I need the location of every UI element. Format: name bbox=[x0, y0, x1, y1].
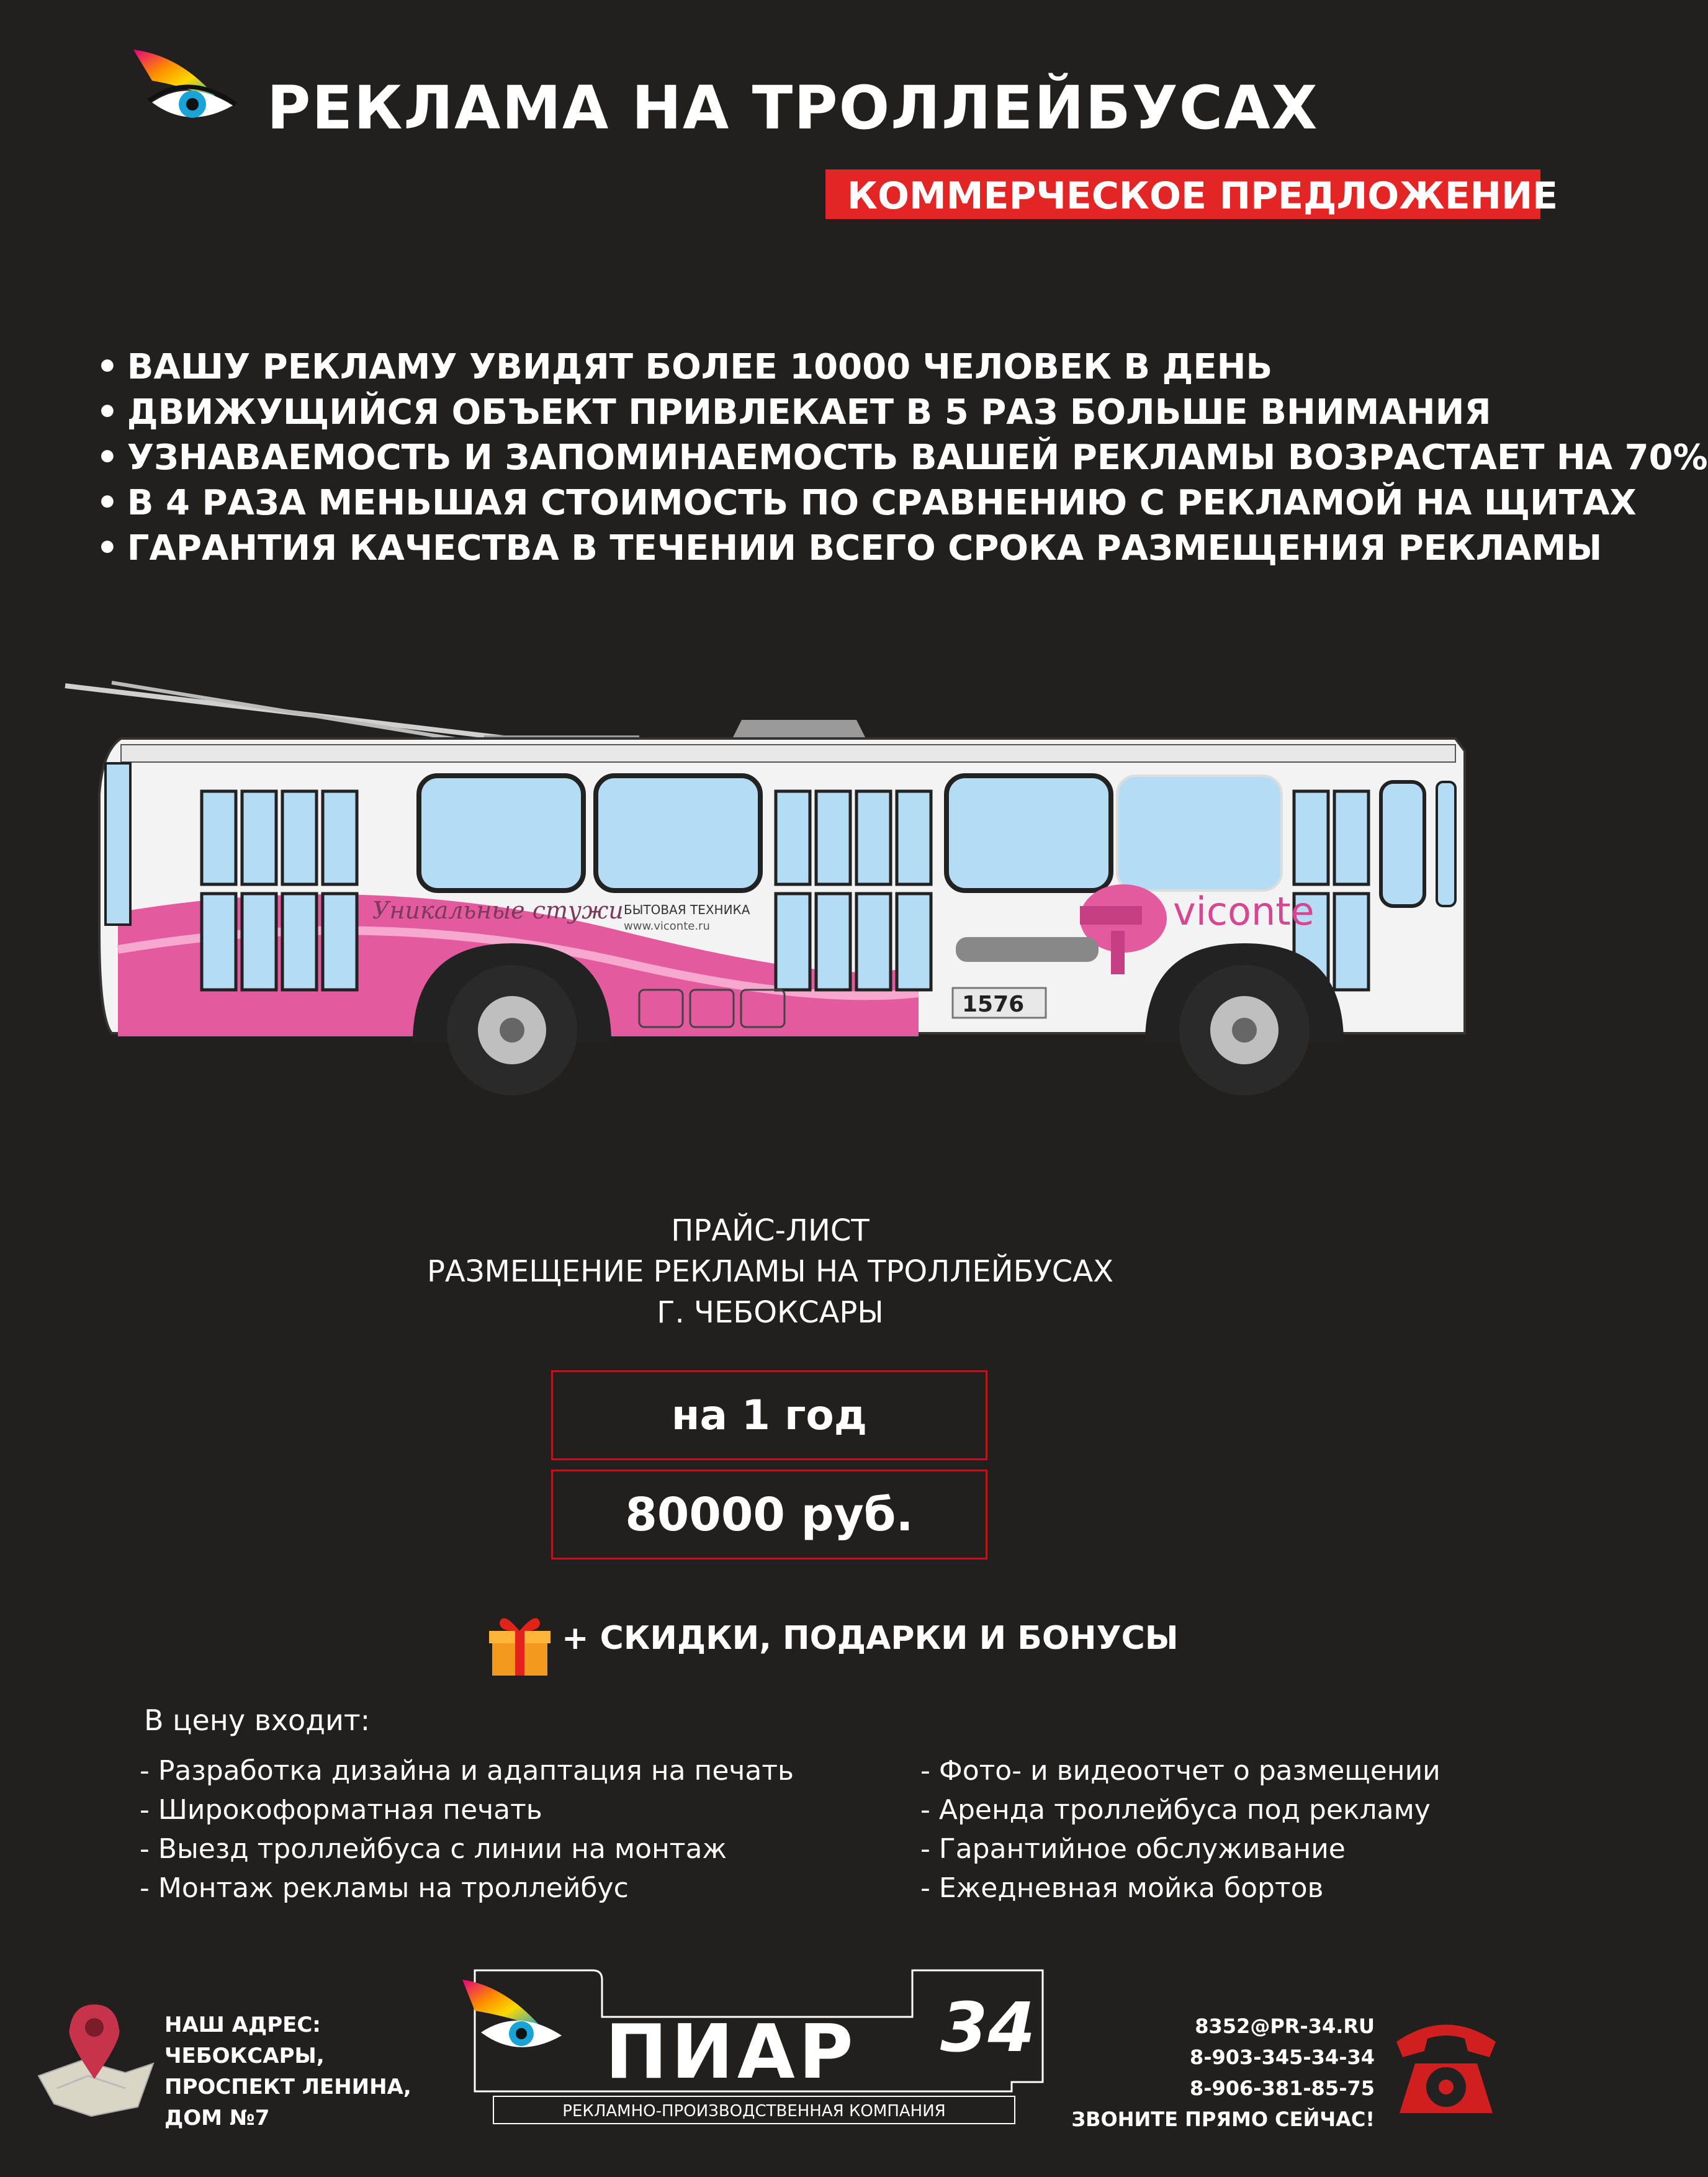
benefit-item: • ГАРАНТИЯ КАЧЕСТВА В ТЕЧЕНИИ ВСЕГО СРОКА РАЗМЕЩЕНИЯ РЕКЛАМЫ bbox=[96, 528, 1602, 568]
page-title: РЕКЛАМА НА ТРОЛЛЕЙБУСАХ bbox=[267, 73, 1319, 143]
telephone-icon bbox=[1390, 2014, 1502, 2119]
gift-icon bbox=[487, 1610, 552, 1679]
benefit-item: • ВАШУ РЕКЛАМУ УВИДЯТ БОЛЕЕ 10000 ЧЕЛОВЕК В ДЕНЬ bbox=[96, 347, 1273, 387]
includes-list-left bbox=[140, 1751, 794, 1908]
map-pin-icon bbox=[32, 2001, 156, 2119]
address-line: ПРОСПЕКТ ЛЕНИНА, bbox=[164, 2075, 411, 2099]
contact-phone[interactable]: 8-906-381-85-75 bbox=[1189, 2076, 1375, 2100]
price-list-subtitle: РАЗМЕЩЕНИЕ РЕКЛАМЫ НА ТРОЛЛЕЙБУСАХ bbox=[426, 1254, 1114, 1289]
benefits-list bbox=[96, 344, 1708, 571]
company-number: 34 bbox=[940, 1988, 1036, 2067]
bonus-text: + СКИДКИ, ПОДАРКИ И БОНУСЫ bbox=[562, 1620, 1179, 1657]
subtitle: КОММЕРЧЕСКОЕ ПРЕДЛОЖЕНИЕ bbox=[847, 174, 1558, 218]
bus-category: БЫТОВАЯ ТЕХНИКА bbox=[624, 902, 750, 917]
includes-item: - Фото- и видеоотчет о размещении bbox=[920, 1755, 1441, 1787]
price-list-title: ПРАЙС-ЛИСТ bbox=[671, 1213, 870, 1248]
includes-item: - Монтаж рекламы на троллейбус bbox=[140, 1872, 629, 1904]
includes-title: В цену входит: bbox=[144, 1703, 371, 1737]
address-block bbox=[164, 2009, 411, 2134]
contacts-block bbox=[1005, 2011, 1375, 2135]
bus-site: www.viconte.ru bbox=[624, 920, 710, 933]
includes-item: - Широкоформатная печать bbox=[140, 1794, 542, 1826]
company-tagline: РЕКЛАМНО-ПРОИЗВОДСТВЕННАЯ КОМПАНИЯ bbox=[562, 2102, 946, 2121]
company-name: ПИАР bbox=[605, 2009, 857, 2096]
price-list-city: Г. ЧЕБОКСАРЫ bbox=[657, 1295, 884, 1330]
includes-item: - Аренда троллейбуса под рекламу bbox=[920, 1794, 1431, 1826]
trolleybus-illustration bbox=[62, 670, 1477, 1092]
price-amount: 80000 руб. bbox=[551, 1470, 987, 1560]
includes-item: - Гарантийное обслуживание bbox=[920, 1833, 1346, 1865]
includes-list-right bbox=[920, 1751, 1441, 1908]
includes-item: - Ежедневная мойка бортов bbox=[920, 1872, 1324, 1904]
price-list-header bbox=[0, 1210, 1540, 1333]
price-term: на 1 год bbox=[551, 1370, 987, 1460]
includes-item: - Выезд троллейбуса с линии на монтаж bbox=[140, 1833, 727, 1865]
call-to-action: ЗВОНИТЕ ПРЯМО СЕЙЧАС! bbox=[1071, 2107, 1375, 2131]
benefit-item: • УЗНАВАЕМОСТЬ И ЗАПОМИНАЕМОСТЬ ВАШЕЙ РЕКЛАМЫ ВОЗРАСТАЕТ НА 70% bbox=[96, 438, 1708, 478]
benefit-item: • ДВИЖУЩИЙСЯ ОБЪЕКТ ПРИВЛЕКАЕТ В 5 РАЗ БОЛЬШЕ ВНИМАНИЯ bbox=[96, 392, 1491, 433]
contact-email[interactable]: 8352@PR-34.RU bbox=[1195, 2014, 1375, 2038]
bus-number: 1576 bbox=[962, 992, 1025, 1017]
contact-phone[interactable]: 8-903-345-34-34 bbox=[1189, 2045, 1375, 2069]
bus-slogan: Уникальные стужи bbox=[372, 897, 624, 924]
eye-logo-icon bbox=[127, 43, 245, 137]
address-label: НАШ АДРЕС: bbox=[164, 2013, 321, 2037]
address-line: ДОМ №7 bbox=[164, 2106, 270, 2130]
company-logo bbox=[450, 1967, 1052, 2129]
benefit-item: • В 4 РАЗА МЕНЬШАЯ СТОИМОСТЬ ПО СРАВНЕНИЮ С РЕКЛАМОЙ НА ЩИТАХ bbox=[96, 483, 1637, 523]
includes-item: - Разработка дизайна и адаптация на печать bbox=[140, 1755, 794, 1787]
address-line: ЧЕБОКСАРЫ, bbox=[164, 2044, 325, 2068]
bus-brand: viconte bbox=[1173, 889, 1315, 934]
